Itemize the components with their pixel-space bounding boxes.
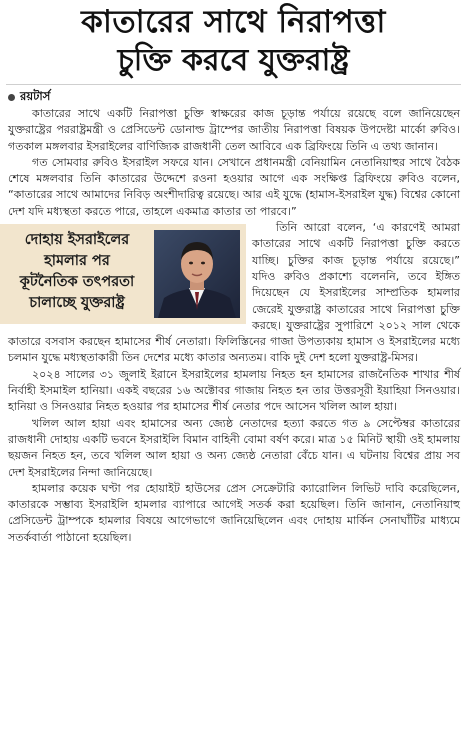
pull-quote-line-3: কূটনৈতিক তৎপরতা (19, 274, 135, 291)
headline-line-2: চুক্তি করবে যুক্তরাষ্ট্র (117, 43, 350, 78)
paragraph-5: খলিল আল হায়া এবং হামাসের অন্য জ্যেষ্ঠ নেতাদের হত্যা করতে গত ৯ সেপ্টেম্বর কাতারের রাজধানী দোহায় একটি ভবনে ইসরাইলি বিমান বাহিনী বোমা বর্ষণ করে। মাত্র ১৫ মিনিট স্থায়ী ওই হামলায় ছয়জন নিহত হন, তবে খলিল আল হায়া ও অন্য জ্যেষ্ঠ নেতারা বেঁচে যান। এ ঘটনায় বিশ্বের প্রায় সব দেশ ইসরাইলের নিন্দা জানিয়েছে। (8, 416, 460, 479)
headline (0, 2, 467, 80)
paragraph-4: ২০২৪ সালের ৩১ জুলাই ইরানে ইসরাইলের হামলায় নিহত হন হামাসের রাজনৈতিক শাখার শীর্ষ নির্বাহী ইসমাইল হানিয়া। একই বছরের ১৬ অক্টোবর গাজায় নিহত হন তার উত্তরসূরী ইয়াহিয়া সিনওয়ার। হানিয়া ও সিনওয়ার নিহত হওয়ার পর হামাসের শীর্ষ নেতার পদে আসেন খলিল আল হায়া। (8, 367, 460, 414)
paragraph-1: কাতারের সাথে একটি নিরাপত্তা চুক্তি স্বাক্ষরের কাজ চূড়ান্ত পর্যায়ে রয়েছে বলে জানিয়েছেন যুক্তরাষ্ট্রের পররাষ্ট্রমন্ত্রী ও প্রেসিডেন্ট ডোনাল্ড ট্রাম্পের জাতীয় নিরাপত্তা বিষয়ক উপদেষ্টা মার্কো রুবিও। গতকাল মঙ্গলবার ইসরাইলের বাণিজ্যিক রাজধানী তেল আবিবে এক ব্রিফিংয়ে তিনি এ তথ্য জানান। (8, 107, 460, 153)
pull-quote-line-1: দোহায় ইসরাইলের (24, 232, 130, 249)
portrait-photo (154, 230, 240, 318)
paragraph-2: গত সোমবার রুবিও ইসরাইল সফরে যান। সেখানে প্রধানমন্ত্রী বেনিয়ামিন নেতানিয়াহুর সাথে বৈঠক শেষে মঙ্গলবার তিনি কাতারের উদ্দেশে রওনা হওয়ার আগে এক সংক্ষিপ্ত ব্রিফিংয়ে রুবিও বলেন, “কাতারের সাথে আমাদের নিবিড় অংশীদারিত্ব রয়েছে। আর এই যুদ্ধে (হামাস-ইসরাইল যুদ্ধ) বিশ্বের কোনো দেশ যদি মধ্যস্থতা করতে পারে, তাহলে একমাত্র কাতার তা পারবে।” (8, 155, 460, 218)
headline-line-1: কাতারের সাথে নিরাপত্তা (81, 4, 386, 40)
pull-quote-line-2: হামলার পর (44, 253, 110, 270)
article-body (8, 106, 460, 546)
portrait-illustration (154, 230, 240, 318)
pull-quote-line-4: চালাচ্ছে যুক্তরাষ্ট্র (29, 295, 125, 312)
pull-quote-box (0, 224, 246, 324)
byline (8, 89, 50, 105)
pull-quote-text (4, 230, 150, 314)
headline-divider (6, 84, 461, 85)
byline-source: রয়টার্স (20, 88, 51, 103)
paragraph-3: তিনি আরো বলেন, ‘এ কারণেই আমরা কাতারের সাথে একটি নিরাপত্তা চুক্তি করতে যাচ্ছি। চুক্তির কাজ চূড়ান্ত পর্যায়ে রয়েছে।” যদিও রুবিও প্রকাশ্যে বলেননি, তবে ইঙ্গিত দিয়েছেন যে ইসরাইলের সাম্প্রতিক হামলার জেরেই যুক্তরাষ্ট্র কাতারের সাথে নিরাপত্তা চুক্তি করছে। যুক্তরাষ্ট্রের সুপারিশে ২০১২ সাল থেকে কাতারে বসবাস করছেন হামাসের শীর্ষ নেতারা। ফিলিস্তিনের গাজা উপত্যকায় হামাস ও ইসরাইলের মধ্যে চলমান যুদ্ধে মধ্যস্থতাকারী তিন দেশের মধ্যে কাতার অন্যতম। বাকি দুই দেশ হলো যুক্তরাষ্ট্র-মিসর। (8, 221, 460, 365)
paragraph-6: হামলার কয়েক ঘণ্টা পর হোয়াইট হাউসের প্রেস সেক্রেটারি ক্যারোলিন লিভিট দাবি করেছিলেন, কাতারকে সম্ভাব্য ইসরাইলি হামলার ব্যাপারে আগেই সতর্ক করা হয়েছিল। তিনি জানান, নেতানিয়াহু প্রেসিডেন্ট ট্রাম্পকে হামলার বিষয়ে আগেভাগে জানিয়েছিলেন এবং দোহায় মার্কিন সেনাঘাঁটির মাধ্যমে সতর্কবার্তা পাঠানো হয়েছিল। (8, 481, 460, 544)
bullet-dot-icon (8, 94, 15, 101)
